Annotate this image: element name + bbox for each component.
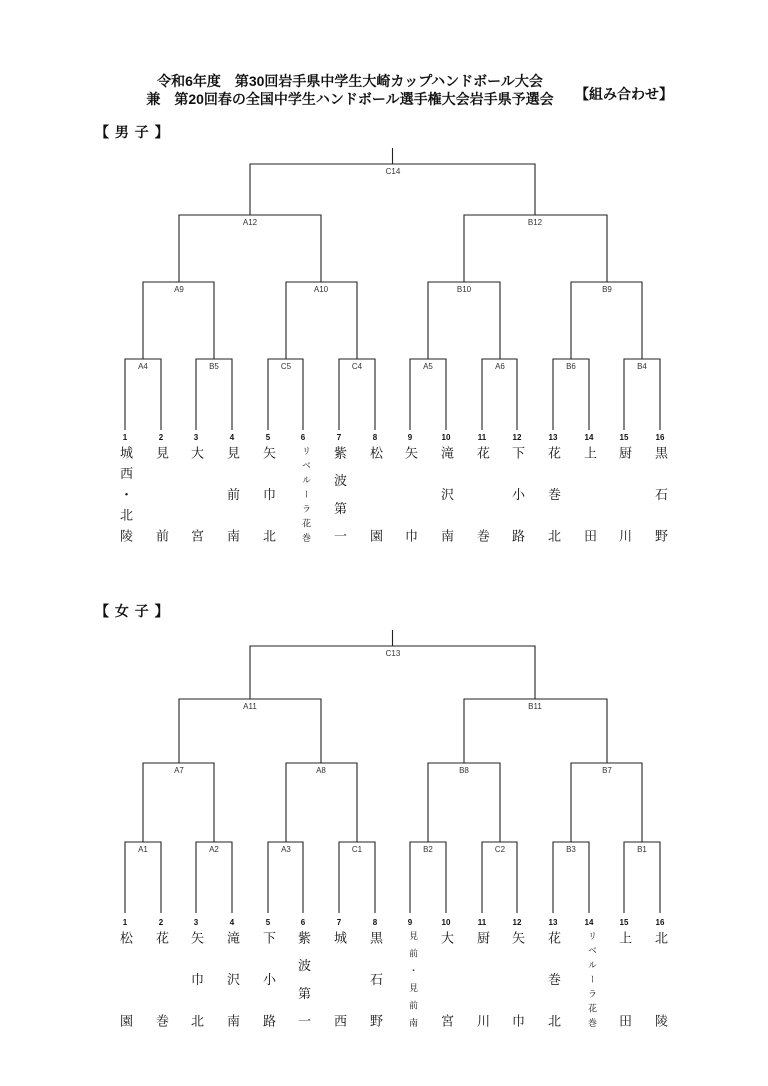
match-label-girls-r1-7: B3 — [566, 845, 576, 854]
girls-team-name-10: 大宮 — [439, 931, 454, 1027]
kumiawase-label: 【組み合わせ】 — [575, 86, 673, 102]
girls-team-name-12: 矢巾 — [510, 931, 525, 1027]
girls-team-name-5: 下小路 — [261, 931, 276, 1027]
boys-team-name-15: 厨川 — [617, 446, 632, 542]
girls-team-seed-3: 3 — [193, 918, 199, 927]
match-label-boys-r1-1: A4 — [138, 362, 148, 371]
match-label-girls-r1-3: A3 — [281, 845, 291, 854]
boys-team-name-2: 見前 — [154, 446, 169, 542]
match-label-boys-qf2: A10 — [313, 285, 329, 294]
boys-team-seed-11: 11 — [477, 433, 487, 442]
girls-team-seed-14: 14 — [584, 918, 594, 927]
match-label-boys-r1-4: C4 — [351, 362, 363, 371]
girls-team-name-6: 紫波第一 — [296, 931, 311, 1027]
match-label-girls-r1-1: A1 — [138, 845, 148, 854]
boys-team-seed-9: 9 — [407, 433, 413, 442]
boys-team-name-8: 松園 — [368, 446, 383, 542]
girls-team-seed-7: 7 — [336, 918, 342, 927]
girls-section-heading: 【 女 子 】 — [95, 603, 170, 619]
boys-team-seed-4: 4 — [229, 433, 235, 442]
boys-section-heading: 【 男 子 】 — [95, 124, 170, 140]
boys-team-seed-8: 8 — [372, 433, 378, 442]
bracket-lines-girls — [125, 630, 660, 913]
match-label-girls-sf1: A11 — [243, 702, 257, 711]
match-label-boys-r1-8: B4 — [637, 362, 647, 371]
match-label-boys-r1-3: C5 — [280, 362, 292, 371]
match-label-boys-sf2: B12 — [527, 218, 543, 227]
girls-team-name-4: 滝沢南 — [225, 931, 240, 1027]
girls-team-seed-4: 4 — [229, 918, 235, 927]
match-label-boys-sf1: A12 — [242, 218, 258, 227]
match-label-girls-qf1: A7 — [174, 766, 184, 775]
girls-team-seed-9: 9 — [407, 918, 413, 927]
boys-team-name-3: 大宮 — [189, 446, 204, 542]
girls-team-seed-16: 16 — [655, 918, 665, 927]
girls-team-seed-5: 5 — [265, 918, 271, 927]
girls-team-seed-1: 1 — [122, 918, 128, 927]
girls-team-seed-13: 13 — [548, 918, 558, 927]
match-label-girls-r1-8: B1 — [637, 845, 647, 854]
match-label-girls-r1-6: C2 — [494, 845, 506, 854]
match-label-boys-r1-6: A6 — [495, 362, 505, 371]
girls-team-name-8: 黒石野 — [368, 931, 383, 1027]
boys-team-name-4: 見前南 — [225, 446, 240, 542]
match-label-girls-sf2: B11 — [528, 702, 542, 711]
girls-team-name-7: 城西 — [332, 931, 347, 1027]
match-label-girls-final: C13 — [385, 649, 401, 658]
boys-team-name-13: 花巻北 — [546, 446, 561, 542]
girls-team-seed-6: 6 — [300, 918, 306, 927]
match-label-girls-qf2: A8 — [316, 766, 326, 775]
girls-team-seed-8: 8 — [372, 918, 378, 927]
girls-team-name-3: 矢巾北 — [189, 931, 204, 1027]
girls-team-seed-12: 12 — [512, 918, 522, 927]
match-label-boys-r1-2: B5 — [209, 362, 219, 371]
match-label-boys-r1-7: B6 — [566, 362, 576, 371]
match-label-girls-r1-2: A2 — [209, 845, 219, 854]
boys-team-name-7: 紫波第一 — [332, 446, 347, 542]
girls-team-seed-11: 11 — [477, 918, 487, 927]
title-line-2: 兼 第20回春の全国中学生ハンドボール選手権大会岩手県予選会 — [146, 91, 554, 107]
boys-team-name-10: 滝沢南 — [439, 446, 454, 542]
girls-team-name-15: 上田 — [617, 931, 632, 1027]
girls-team-name-2: 花巻 — [154, 931, 169, 1027]
boys-team-seed-1: 1 — [122, 433, 128, 442]
boys-team-seed-12: 12 — [512, 433, 522, 442]
boys-team-name-6: リベルーラ花巻 — [301, 446, 311, 542]
girls-team-name-1: 松園 — [118, 931, 133, 1027]
boys-team-seed-16: 16 — [655, 433, 665, 442]
girls-team-name-11: 厨川 — [475, 931, 490, 1027]
boys-team-seed-10: 10 — [441, 433, 451, 442]
girls-team-name-16: 北陵 — [653, 931, 668, 1027]
match-label-boys-final: C14 — [385, 167, 401, 176]
boys-team-name-12: 下小路 — [510, 446, 525, 542]
boys-team-seed-6: 6 — [300, 433, 306, 442]
boys-team-seed-5: 5 — [265, 433, 271, 442]
boys-team-seed-2: 2 — [158, 433, 164, 442]
boys-team-seed-7: 7 — [336, 433, 342, 442]
match-label-girls-qf3: B8 — [459, 766, 469, 775]
match-label-girls-r1-5: B2 — [423, 845, 433, 854]
boys-team-seed-13: 13 — [548, 433, 558, 442]
match-label-boys-qf4: B9 — [602, 285, 612, 294]
boys-team-name-11: 花巻 — [475, 446, 490, 542]
match-label-boys-qf1: A9 — [174, 285, 184, 294]
boys-team-name-14: 上田 — [582, 446, 597, 542]
boys-team-name-1: 城西・北陵 — [118, 446, 133, 542]
girls-team-name-14: リベルーラ花巻 — [587, 931, 597, 1027]
title-line-1: 令和6年度 第30回岩手県中学生大崎カップハンドボール大会 — [157, 73, 543, 89]
girls-team-name-9: 見前・見前南 — [408, 931, 418, 1027]
girls-team-name-13: 花巻北 — [546, 931, 561, 1027]
boys-team-seed-15: 15 — [619, 433, 629, 442]
match-label-girls-qf4: B7 — [602, 766, 612, 775]
boys-team-name-5: 矢巾北 — [261, 446, 276, 542]
match-label-girls-r1-4: C1 — [351, 845, 363, 854]
boys-team-name-16: 黒石野 — [653, 446, 668, 542]
boys-team-seed-14: 14 — [584, 433, 594, 442]
bracket-lines-boys — [125, 148, 660, 430]
girls-team-seed-15: 15 — [619, 918, 629, 927]
match-label-boys-qf3: B10 — [456, 285, 472, 294]
girls-team-seed-10: 10 — [441, 918, 451, 927]
match-label-boys-r1-5: A5 — [423, 362, 433, 371]
boys-team-seed-3: 3 — [193, 433, 199, 442]
girls-team-seed-2: 2 — [158, 918, 164, 927]
boys-team-name-9: 矢巾 — [403, 446, 418, 542]
